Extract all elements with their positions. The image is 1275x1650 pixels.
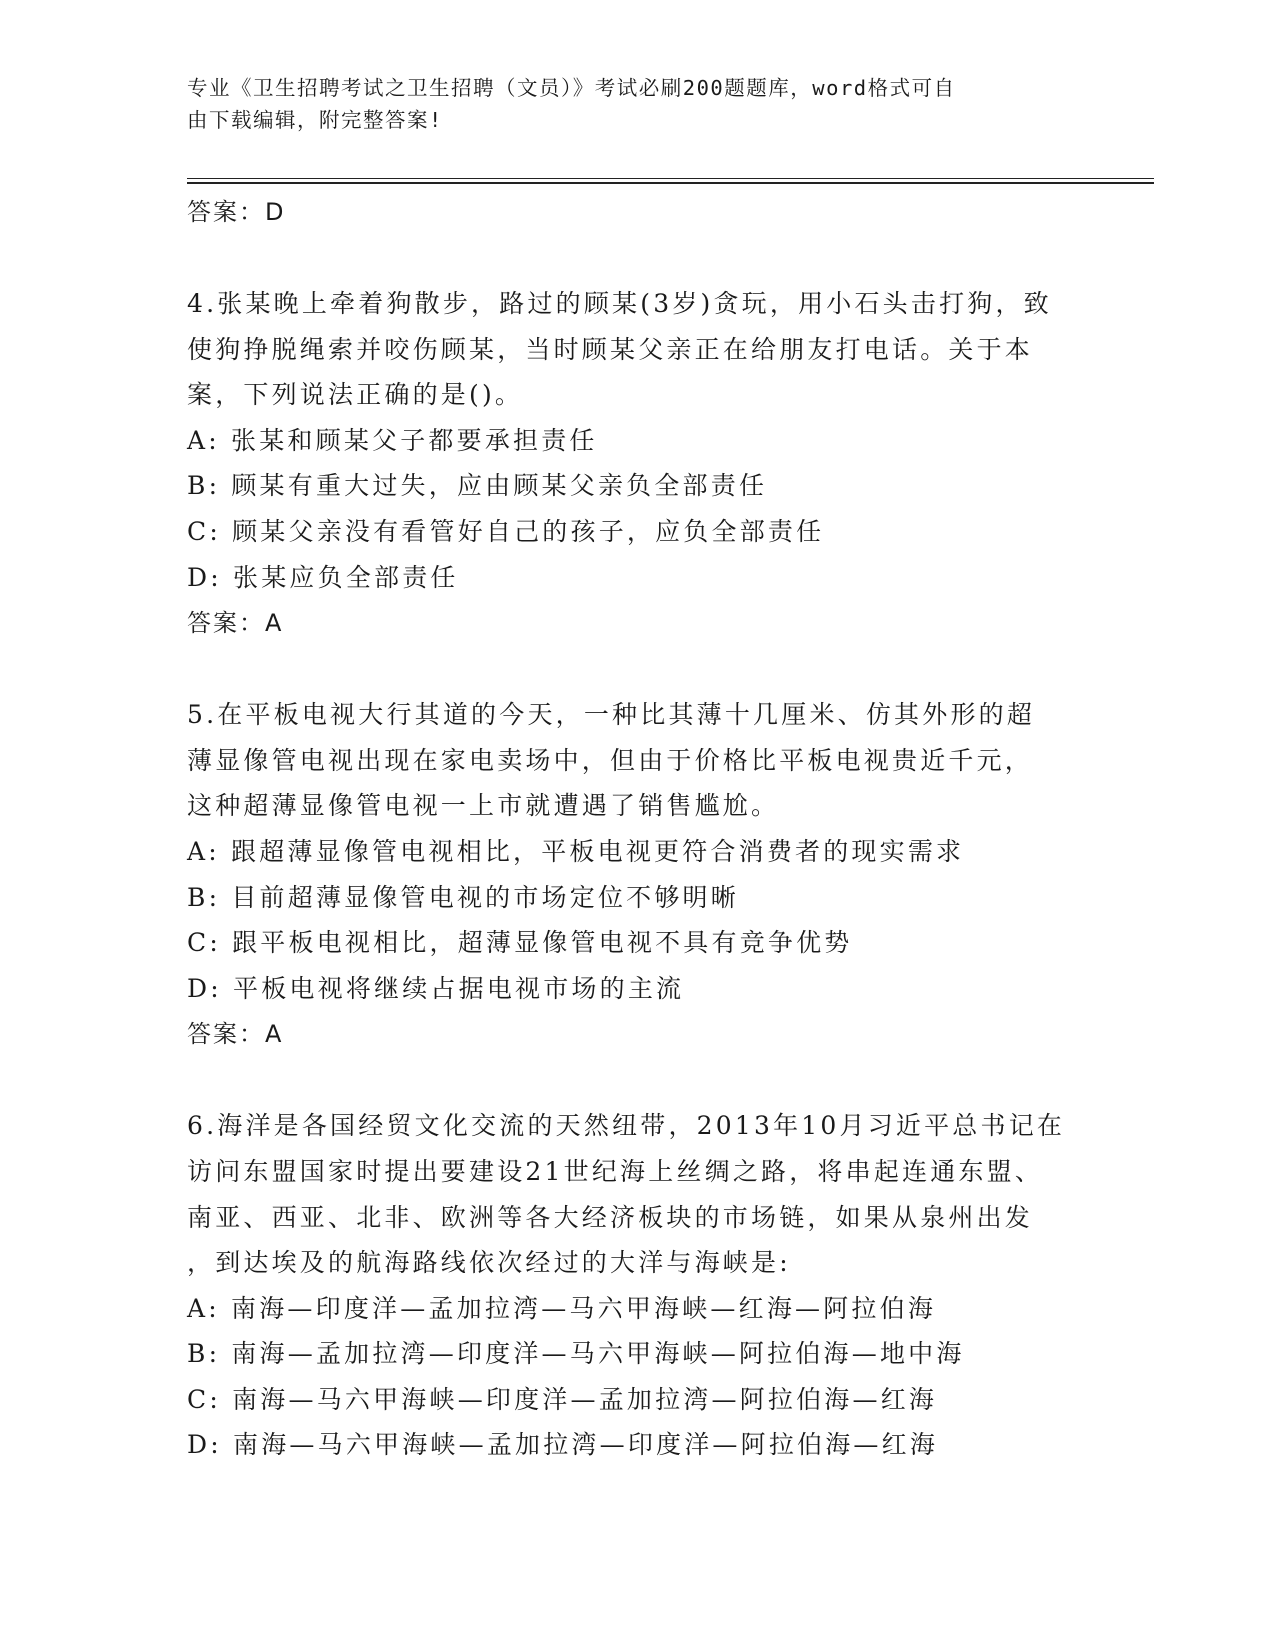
stem-line: 这种超薄显像管电视一上市就遭遇了销售尴尬。 xyxy=(187,791,780,821)
spacer xyxy=(187,1057,1087,1103)
question-stem xyxy=(187,1103,1067,1285)
document-body xyxy=(187,189,1087,1468)
header-line-2: 由下载编辑，附完整答案! xyxy=(187,108,443,132)
option-d: D: 张某应负全部责任 xyxy=(187,562,459,592)
answer: 答案：A xyxy=(187,1020,284,1049)
header-rule-thick xyxy=(187,182,1154,184)
option-b: B: 南海—孟加拉湾—印度洋—马六甲海峡—阿拉伯海—地中海 xyxy=(187,1339,965,1369)
question-stem xyxy=(187,692,1067,829)
stem-line: 薄显像管电视出现在家电卖场中，但由于价格比平板电视贵近千元， xyxy=(187,745,1034,775)
stem-line: 4.张某晚上牵着狗散步，路过的顾某(3岁)贪玩，用小石头击打狗，致 xyxy=(187,289,1052,318)
stem-line: ，到达埃及的航海路线依次经过的大洋与海峡是: xyxy=(187,1248,791,1278)
previous-answer: 答案：D xyxy=(187,198,286,226)
stem-line: 案，下列说法正确的是()。 xyxy=(187,380,524,410)
option-b: B: 目前超薄显像管电视的市场定位不够明晰 xyxy=(187,882,739,912)
stem-line: 南亚、西亚、北非、欧洲等各大经济板块的市场链，如果从泉州出发 xyxy=(187,1202,1034,1232)
header-line-1: 专业《卫生招聘考试之卫生招聘（文员）》考试必刷200题题库，word格式可自 xyxy=(187,76,956,100)
option-a: A: 南海—印度洋—孟加拉湾—马六甲海峡—红海—阿拉伯海 xyxy=(187,1293,937,1323)
option-c: C: 跟平板电视相比，超薄显像管电视不具有竞争优势 xyxy=(187,928,853,958)
document-header xyxy=(187,72,1077,136)
stem-line: 使狗挣脱绳索并咬伤顾某，当时顾某父亲正在给朋友打电话。关于本 xyxy=(187,334,1034,364)
question-stem xyxy=(187,281,1067,418)
stem-line: 6.海洋是各国经贸文化交流的天然纽带，2013年10月习近平总书记在 xyxy=(187,1111,1066,1141)
question-4 xyxy=(187,281,1087,646)
option-d: D: 平板电视将继续占据电视市场的主流 xyxy=(187,973,685,1003)
option-c: C: 顾某父亲没有看管好自己的孩子，应负全部责任 xyxy=(187,516,825,546)
option-c: C: 南海—马六甲海峡—印度洋—孟加拉湾—阿拉伯海—红海 xyxy=(187,1384,938,1414)
option-a: A: 张某和顾某父子都要承担责任 xyxy=(187,425,598,455)
option-a: A: 跟超薄显像管电视相比，平板电视更符合消费者的现实需求 xyxy=(187,836,965,866)
stem-line: 访问东盟国家时提出要建设21世纪海上丝绸之路，将串起连通东盟、 xyxy=(187,1156,1044,1186)
option-d: D: 南海—马六甲海峡—孟加拉湾—印度洋—阿拉伯海—红海 xyxy=(187,1430,939,1460)
spacer xyxy=(187,646,1087,692)
question-5 xyxy=(187,692,1087,1057)
question-6 xyxy=(187,1103,1087,1468)
answer: 答案：A xyxy=(187,609,284,638)
spacer xyxy=(187,235,1087,281)
option-b: B: 顾某有重大过失，应由顾某父亲负全部责任 xyxy=(187,471,768,501)
stem-line: 5.在平板电视大行其道的今天，一种比其薄十几厘米、仿其外形的超 xyxy=(187,700,1036,730)
header-rule-thin xyxy=(187,178,1154,179)
